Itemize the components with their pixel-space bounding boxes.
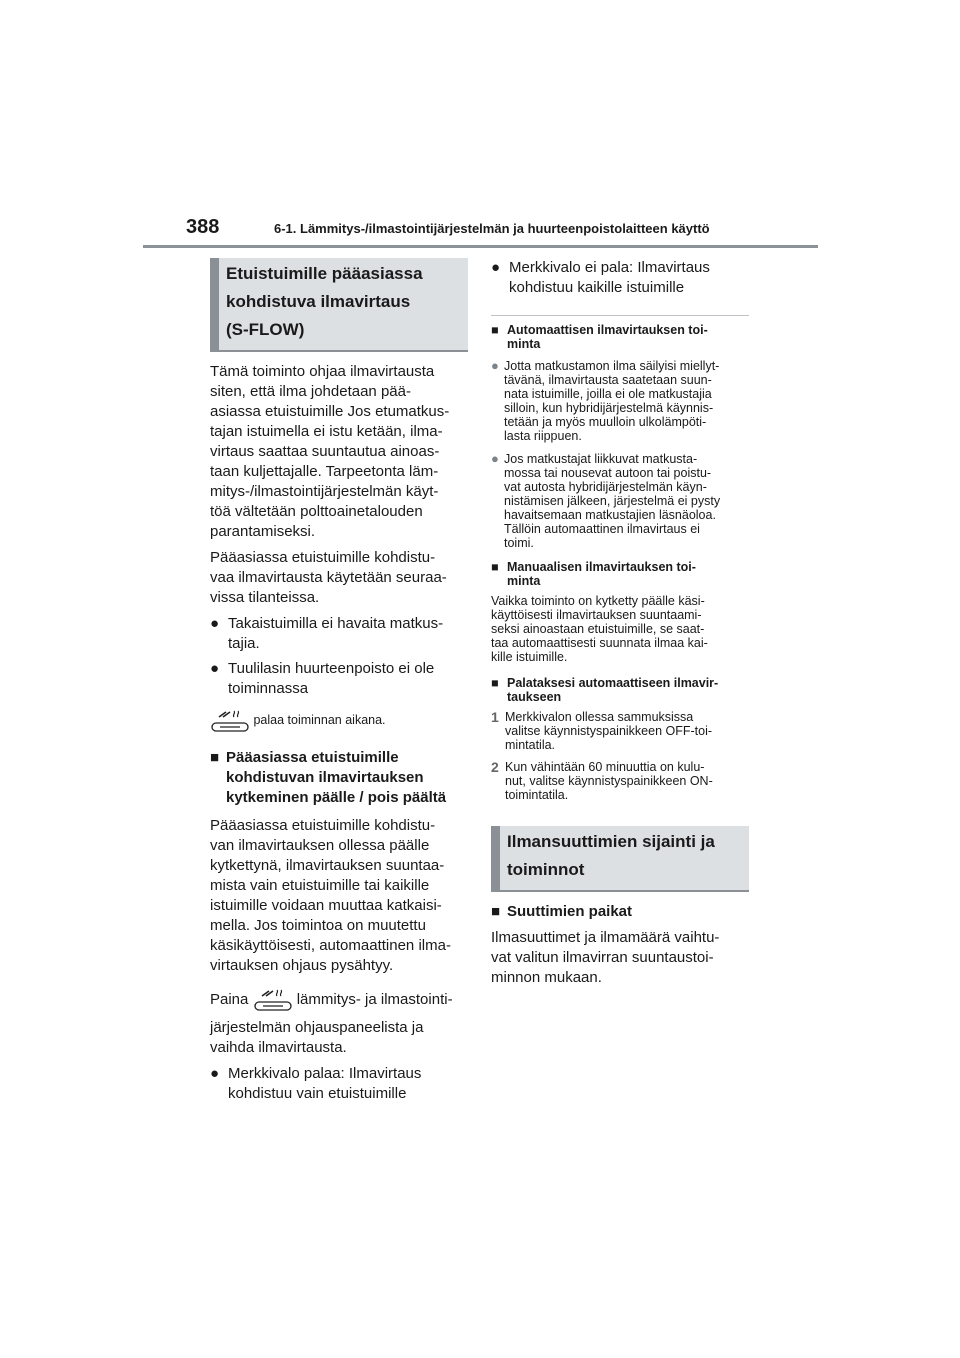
bullet-dot-icon: ●: [491, 259, 501, 276]
text-line: toiminnassa: [228, 680, 309, 697]
text-line: van ilmavirtauksen ollessa päälle: [210, 836, 430, 854]
manual-paragraph: [491, 594, 749, 664]
text-line: siten, että ilma johdetaan pää-: [210, 383, 411, 400]
text-line: käyttöisesti ilmavirtauksen suuntaami-: [491, 608, 702, 622]
list-item: [491, 452, 749, 550]
right-column: [491, 258, 749, 988]
press-line: [210, 986, 468, 1014]
note-heading-return: [491, 676, 749, 704]
text-line: Automaattisen ilmavirtauksen toi-: [507, 323, 708, 337]
text-line: taan kuljettajalle. Tarpeetonta läm-: [210, 463, 439, 480]
heading-line: toiminnot: [507, 860, 585, 879]
left-column: [210, 258, 468, 1104]
header-divider: [143, 245, 818, 248]
text-line: Merkkivalo palaa: Ilmavirtaus: [228, 1064, 422, 1082]
text-line: Pääasiassa etuistuimille kohdistu-: [210, 816, 436, 834]
text-line: Tällöin automaattinen ilmavirtaus ei: [504, 522, 700, 536]
text-line: havaitsemaan matkustajien läsnäoloa.: [504, 508, 716, 522]
text-line: järjestelmän ohjauspaneelista ja: [210, 1018, 424, 1036]
icon-note-text: palaa toiminnan aikana.: [253, 713, 386, 727]
heading-line: Ilmansuuttimien sijainti ja: [507, 832, 715, 851]
usage-paragraph: [210, 548, 468, 608]
square-marker-icon: ■: [491, 903, 501, 920]
text-line: Jotta matkustamon ilma säilyisi miellyt-: [504, 359, 720, 373]
text-line: nata istuimille, joilla ei ole matkustajia: [504, 387, 712, 401]
text-line: seksi ainoastaan etuistuimille, se saat-: [491, 622, 705, 636]
text-line: Kun vähintään 60 minuuttia on kulu-: [505, 760, 705, 774]
text-line: minnon mukaan.: [491, 969, 602, 986]
note-heading-auto: [491, 323, 749, 351]
text-line: toimi.: [504, 536, 534, 550]
text-line: tävänä, ilmavirtausta saatetaan suun-: [504, 373, 712, 387]
page-number: 388: [186, 216, 220, 238]
text-line: Pääasiassa etuistuimille kohdistu-: [210, 549, 436, 566]
text-line: mella. Jos toimintoa on muutettu: [210, 916, 426, 934]
text-line: taukseen: [507, 690, 562, 704]
text-line: tajia.: [228, 635, 260, 652]
text-line: parantamiseksi.: [210, 523, 316, 540]
section-heading-s-flow: [210, 258, 468, 352]
text-line: virtauksen ohjaus pysähtyy.: [210, 956, 394, 974]
text-line: Merkkivalo ei pala: Ilmavirtaus: [509, 259, 710, 276]
text-line: kytkettynä, ilmavirtauksen suuntaa-: [210, 856, 445, 874]
text-line: lasta riippuen.: [504, 429, 582, 443]
section-heading-nozzles: [491, 826, 749, 892]
text-line: Tuulilasin huurteenpoisto ei ole: [228, 660, 435, 677]
heading-line: kohdistuva ilmavirtaus: [226, 292, 411, 311]
text-line: vat valitun ilmavirran suuntaustoi-: [491, 949, 714, 966]
text-line: vaa ilmavirtausta käytetään seuraa-: [210, 569, 447, 586]
text-line: käsikäyttöisesti, automaattinen ilma-: [210, 936, 451, 954]
text-line: istuimille voidaan muuttaa katkaisi-: [210, 896, 442, 914]
text-line: Takaistuimilla ei havaita matkus-: [228, 615, 444, 632]
text-line: kohdistuu vain etuistuimille: [228, 1084, 407, 1102]
list-item: [210, 1064, 468, 1104]
text-line: minta: [507, 337, 541, 351]
text-line: asiassa etuistuimille Jos etumatkus-: [210, 403, 450, 420]
intro-paragraph: [210, 362, 468, 542]
text-line: kohdistuvan ilmavirtauksen: [226, 768, 424, 786]
text-line: valitse käynnistyspainikkeen OFF-toi-: [505, 724, 713, 738]
step-item: [491, 710, 749, 752]
text-line: Tämä toiminto ohjaa ilmavirtausta: [210, 363, 435, 380]
s-flow-button-icon: [253, 987, 293, 1013]
text-line: mintatila.: [505, 738, 556, 752]
text-line: nut, valitse käynnistyspainikkeen ON-: [505, 774, 713, 788]
text-line: kohdistuu kaikille istuimille: [509, 279, 685, 296]
text-line: Suuttimien paikat: [507, 903, 633, 920]
square-marker-icon: ■: [210, 748, 220, 766]
icon-note: [210, 707, 468, 734]
text-line: mossa tai nousevat autoon tai poistu-: [504, 466, 712, 480]
s-flow-button-icon: [210, 708, 250, 734]
text-line: Ilmasuuttimet ja ilmamäärä vaihtu-: [491, 929, 720, 946]
list-item: [491, 258, 749, 298]
text-line: tetään ja myös muulloin ulkolämpöti-: [504, 415, 707, 429]
text-line: töä vältetään polttoainetalouden: [210, 503, 423, 520]
square-marker-icon: ■: [491, 560, 499, 574]
press-prefix: Paina: [210, 990, 249, 1008]
text-line: vissa tilanteissa.: [210, 589, 320, 606]
note-heading-manual: [491, 560, 749, 588]
text-line: silloin, kun hybridijärjestelmä käynnis-: [504, 401, 714, 415]
text-line: mitys-/ilmastointijärjestelmän käyt-: [210, 483, 439, 500]
text-line: mista vain etuistuimille tai kaikille: [210, 876, 430, 894]
text-line: virtaus saattaa suuntautua ainoas-: [210, 443, 440, 460]
bullet-dot-icon: ●: [210, 615, 220, 632]
bullet-dot-icon: ●: [210, 660, 220, 677]
text-line: Vaikka toiminto on kytketty päälle käsi-: [491, 594, 705, 608]
text-line: minta: [507, 574, 541, 588]
text-line: tajan istuimella ei istu ketään, ilma-: [210, 423, 443, 440]
bullet-dot-icon: ●: [491, 358, 499, 373]
list-item: [210, 614, 468, 654]
bullet-dot-icon: ●: [210, 1064, 220, 1082]
text-line: Manuaalisen ilmavirtauksen toi-: [507, 560, 696, 574]
text-line: kytkeminen päälle / pois päältä: [226, 788, 447, 806]
text-line: Pääasiassa etuistuimille: [226, 748, 399, 766]
heading-line: (S-FLOW): [226, 320, 305, 339]
text-line: vat autosta hybridijärjestelmän käyn-: [504, 480, 707, 494]
step-number: 2: [491, 759, 499, 775]
text-line: Merkkivalon ollessa sammuksissa: [505, 710, 694, 724]
text-line: kille istuimille.: [491, 650, 568, 664]
bullet-dot-icon: ●: [491, 451, 499, 466]
switch-paragraph: [210, 816, 468, 976]
page-header: [143, 212, 818, 246]
step-number: 1: [491, 709, 499, 725]
text-line: taa automaattisesti suunnata ilmaa kai-: [491, 636, 708, 650]
heading-line: Etuistuimille pääasiassa: [226, 264, 423, 283]
square-marker-icon: ■: [491, 323, 499, 337]
text-line: vaihda ilmavirtausta.: [210, 1038, 347, 1056]
subheading-nozzles: [491, 902, 749, 922]
text-line: Jos matkustajat liikkuvat matkusta-: [504, 452, 698, 466]
square-marker-icon: ■: [491, 676, 499, 690]
press-suffix: lämmitys- ja ilmastointi-: [296, 990, 453, 1008]
step-item: [491, 760, 749, 802]
text-line: nistämisen jälkeen, järjestelmä ei pysty: [504, 494, 721, 508]
nozzle-paragraph: [491, 928, 749, 988]
chapter-title: 6-1. Lämmitys-/ilmastointijärjestelmän ja huurteenpoistolaitteen käyttö: [274, 221, 710, 236]
list-item: [210, 659, 468, 699]
text-line: toimintatila.: [505, 788, 569, 802]
subheading-switch: [210, 748, 468, 808]
text-line: Palataksesi automaattiseen ilmavir-: [507, 676, 719, 690]
list-item: [491, 359, 749, 443]
